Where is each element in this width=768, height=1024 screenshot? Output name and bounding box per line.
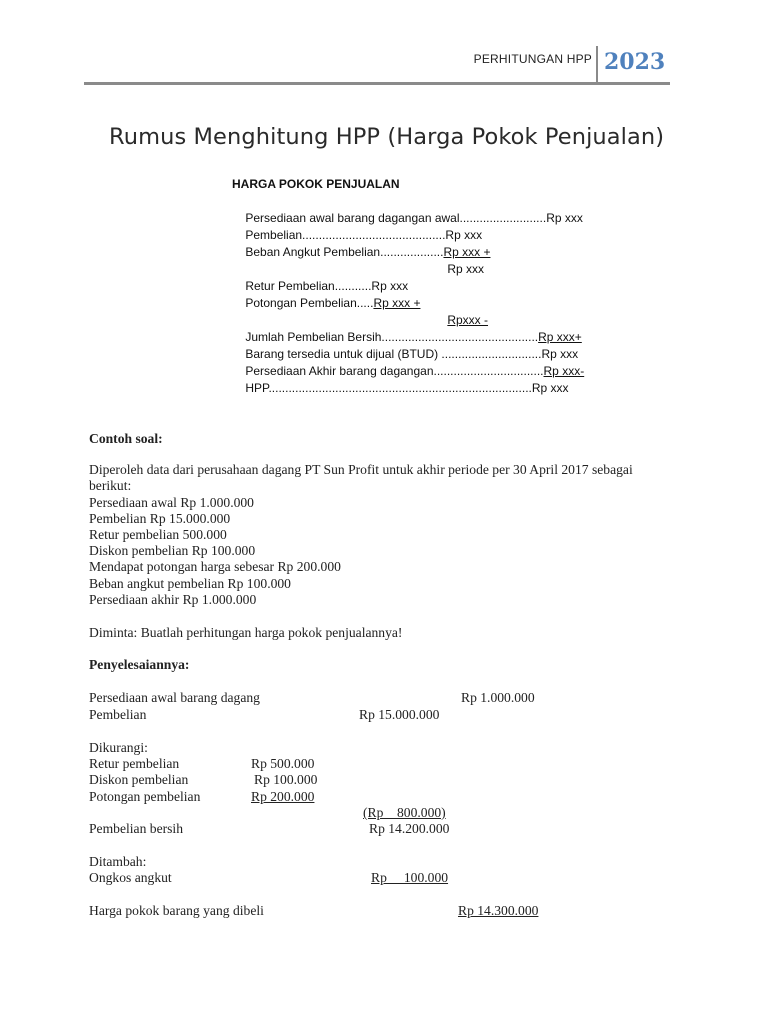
example-intro-cont: berikut: [89, 478, 132, 493]
example-item: Persediaan awal Rp 1.000.000 [89, 495, 254, 510]
formula-value: Rpxxx - [447, 313, 489, 327]
solution-value: Rp 14.200.000 [369, 821, 450, 836]
solution-value: Rp 100.000 [254, 772, 318, 787]
header-year: 2023 [604, 49, 666, 75]
formula-label: Persediaan Akhir barang dagangan................................. [245, 364, 544, 378]
formula-line [232, 313, 582, 344]
solution-label: Pembelian bersih [89, 821, 184, 836]
formula-value: Rp xxx [371, 279, 409, 293]
formula-value: Rp xxx [546, 211, 583, 225]
solution-label: Retur pembelian [89, 756, 180, 771]
example-item: Pembelian Rp 15.000.000 [89, 511, 231, 526]
example-item: Persediaan akhir Rp 1.000.000 [89, 592, 257, 607]
formula-label: Retur Pembelian........... [245, 279, 372, 293]
formula-line [232, 279, 421, 310]
example-item: Beban angkut pembelian Rp 100.000 [89, 576, 291, 591]
solution-label: Ongkos angkut [89, 870, 172, 885]
formula-line [434, 296, 489, 327]
formula-label: Persediaan awal barang dagangan awal.......................... [245, 211, 547, 225]
solution-label: Ditambah: [89, 854, 147, 869]
example-heading: Contoh soal: [89, 431, 163, 446]
formula-value: Rp xxx- [543, 364, 585, 378]
formula-value: Rp xxx [531, 381, 569, 395]
solution-value: Rp 14.300.000 [458, 903, 539, 918]
solution-label: Harga pokok barang yang dibeli [89, 903, 264, 918]
example-item: Diskon pembelian Rp 100.000 [89, 543, 256, 558]
formula-label: Beban Angkut Pembelian................... [245, 245, 444, 259]
formula-heading: HARGA POKOK PENJUALAN [232, 177, 400, 191]
solution-label: Dikurangi: [89, 740, 148, 755]
formula-value: Rp xxx + [443, 245, 491, 259]
solution-value: Rp 15.000.000 [359, 707, 440, 722]
formula-value: Rp xxx [447, 262, 485, 276]
formula-line [232, 194, 583, 225]
solution-label: Persediaan awal barang dagang [89, 690, 260, 705]
solution-value: Rp 100.000 [371, 870, 449, 885]
formula-line [232, 330, 579, 361]
formula-label: Potongan Pembelian..... [245, 296, 374, 310]
solution-value: Rp 200.000 [251, 789, 315, 804]
formula-value: Rp xxx+ [538, 330, 582, 344]
header-doc-label: PERHITUNGAN HPP [473, 52, 592, 66]
example-intro: Diperoleh data dari perusahaan dagang PT Sun Profit untuk akhir periode per 30 April 2017 sebagai [89, 462, 633, 477]
formula-line [232, 211, 483, 242]
header-rule [84, 82, 670, 85]
formula-line [232, 262, 409, 293]
formula-label: Pembelian........................................... [245, 228, 446, 242]
solution-value: (Rp 800.000) [363, 805, 446, 820]
formula-line [232, 364, 569, 395]
formula-label: Jumlah Pembelian Bersih............................................... [245, 330, 539, 344]
formula-line [232, 228, 491, 259]
solution-label: Diskon pembelian [89, 772, 189, 787]
solution-label: Potongan pembelian [89, 789, 201, 804]
formula-label: Barang tersedia untuk dijual (BTUD) .............................. [245, 347, 542, 361]
formula-value: Rp xxx + [373, 296, 421, 310]
solution-value: Rp 1.000.000 [461, 690, 535, 705]
example-question: Diminta: Buatlah perhitungan harga pokok penjualannya! [89, 625, 403, 640]
solution-heading: Penyelesaiannya: [89, 657, 190, 672]
formula-value: Rp xxx [541, 347, 579, 361]
header-divider [596, 46, 598, 84]
formula-line [232, 347, 585, 378]
solution-value: Rp 500.000 [251, 756, 315, 771]
example-item: Retur pembelian 500.000 [89, 527, 227, 542]
example-item: Mendapat potongan harga sebesar Rp 200.000 [89, 559, 341, 574]
formula-line [434, 245, 485, 276]
formula-label: HPP............................................................................... [245, 381, 532, 395]
formula-value: Rp xxx [445, 228, 483, 242]
page-title: Rumus Menghitung HPP (Harga Pokok Penjualan) [109, 124, 665, 150]
solution-label: Pembelian [89, 707, 147, 722]
